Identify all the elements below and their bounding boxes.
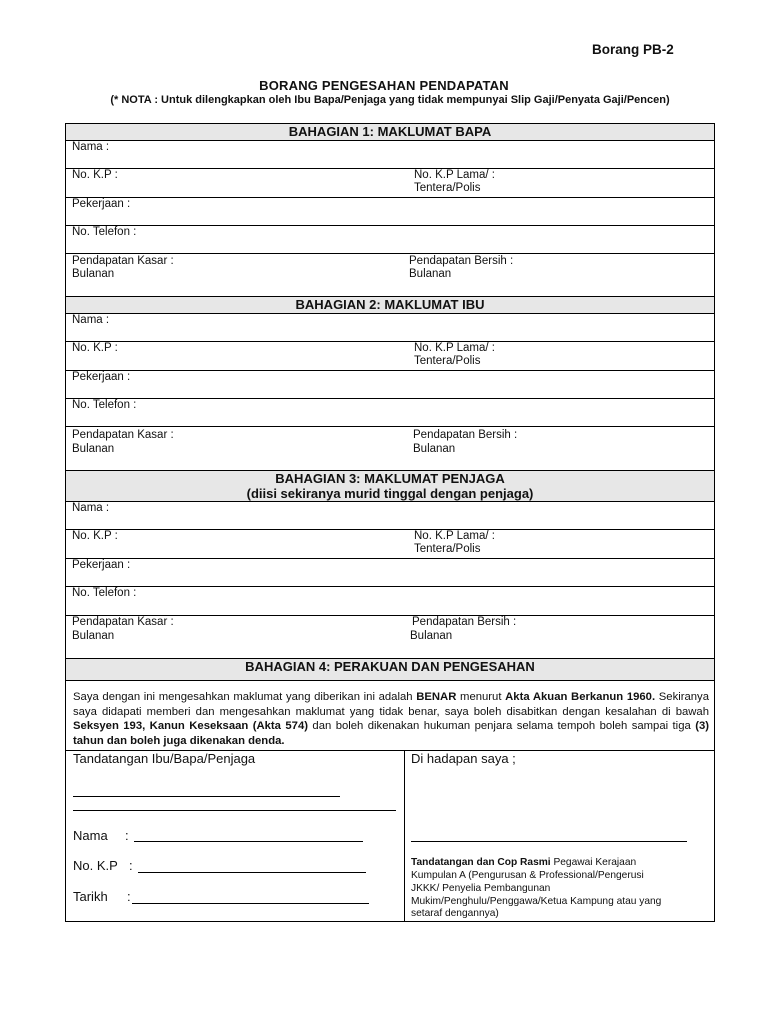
penjaga-pekerjaan-row bbox=[66, 559, 714, 587]
penjaga-kp-label: No. K.P : bbox=[72, 530, 118, 542]
bapa-pendapatan-row bbox=[66, 254, 714, 297]
parent-nama-colon: : bbox=[125, 828, 129, 843]
form-note: (* NOTA : Untuk dilengkapkan oleh Ibu Bapa/Penjaga yang tidak mempunyai Slip Gaji/Penyata Gaji/Pencen) bbox=[110, 94, 670, 106]
parent-tarikh-field[interactable] bbox=[132, 903, 369, 904]
penjaga-bersih-bulanan-label: Bulanan bbox=[410, 630, 453, 642]
ibu-pekerjaan-label: Pekerjaan : bbox=[72, 371, 131, 383]
bapa-nama-label: Nama : bbox=[72, 141, 110, 153]
penjaga-tentera-label: Tentera/Polis bbox=[414, 543, 481, 555]
section-3-title: BAHAGIAN 3: MAKLUMAT PENJAGA bbox=[275, 471, 505, 486]
witness-title: Di hadapan saya ; bbox=[411, 751, 516, 766]
witness-cop-line-4: Mukim/Penghulu/Penggawa/Ketua Kampung atau yang bbox=[411, 896, 662, 907]
section-2-title: BAHAGIAN 2: MAKLUMAT IBU bbox=[295, 297, 485, 312]
section-1-header bbox=[66, 124, 714, 141]
ibu-pekerjaan-row bbox=[66, 371, 714, 399]
ibu-tentera-label: Tentera/Polis bbox=[414, 355, 481, 367]
penjaga-nama-row bbox=[66, 502, 714, 530]
bapa-telefon-row bbox=[66, 226, 714, 254]
bapa-bersih-bulanan-label: Bulanan bbox=[409, 268, 452, 280]
witness-cop-line-1 bbox=[411, 857, 636, 870]
section-3-header bbox=[66, 471, 714, 502]
section-4-header bbox=[66, 659, 714, 681]
parent-tarikh-colon: : bbox=[127, 889, 131, 904]
parent-kp-field[interactable] bbox=[138, 872, 366, 873]
section-2-header bbox=[66, 297, 714, 314]
penjaga-nama-label: Nama : bbox=[72, 502, 110, 514]
form-table bbox=[65, 123, 715, 922]
parent-nama-label: Nama bbox=[73, 828, 108, 843]
bapa-kasar-bulanan-label: Bulanan bbox=[72, 268, 115, 280]
declaration-benar: BENAR bbox=[416, 691, 457, 703]
witness-cop-bold: Tandatangan dan Cop Rasmi bbox=[411, 857, 551, 868]
witness-cop-line-3: JKKK/ Penyelia Pembangunan bbox=[411, 883, 551, 894]
witness-cop-rest: Pegawai Kerajaan bbox=[550, 857, 637, 868]
ibu-kasar-label: Pendapatan Kasar : bbox=[72, 429, 174, 441]
bapa-nama-row bbox=[66, 141, 714, 169]
declaration-penalty: (3) tahun dan boleh juga dikenakan denda. bbox=[73, 720, 709, 747]
parent-nama-field[interactable] bbox=[134, 841, 363, 842]
witness-signature-line[interactable] bbox=[411, 841, 687, 842]
ibu-kp-row bbox=[66, 342, 714, 371]
bapa-kp-row bbox=[66, 169, 714, 198]
signature-column-divider bbox=[404, 751, 405, 922]
penjaga-kp-lama-label: No. K.P Lama/ : bbox=[414, 530, 495, 542]
witness-cop-line-5: setaraf dengannya) bbox=[411, 908, 499, 919]
section-1-title: BAHAGIAN 1: MAKLUMAT BAPA bbox=[288, 124, 492, 139]
ibu-telefon-row bbox=[66, 399, 714, 427]
ibu-bersih-label: Pendapatan Bersih : bbox=[413, 429, 518, 441]
parent-signature-line-2[interactable] bbox=[73, 810, 396, 811]
section-3-subtitle: (diisi sekiranya murid tinggal dengan penjaga) bbox=[246, 486, 534, 501]
declaration-part-1: Saya dengan ini mengesahkan maklumat yang diberikan ini adalah bbox=[73, 691, 417, 703]
ibu-kp-lama-label: No. K.P Lama/ : bbox=[414, 342, 495, 354]
form-code: Borang PB-2 bbox=[592, 42, 674, 57]
declaration-text bbox=[73, 690, 709, 748]
bapa-tentera-label: Tentera/Polis bbox=[414, 182, 481, 194]
declaration-part-2: menurut bbox=[456, 691, 506, 703]
parent-signature-line-1[interactable] bbox=[73, 796, 340, 797]
penjaga-bersih-label: Pendapatan Bersih : bbox=[412, 616, 517, 628]
form-title: BORANG PENGESAHAN PENDAPATAN bbox=[259, 78, 509, 93]
bapa-bersih-label: Pendapatan Bersih : bbox=[409, 255, 514, 267]
bapa-kp-label: No. K.P : bbox=[72, 169, 118, 181]
penjaga-kasar-label: Pendapatan Kasar : bbox=[72, 616, 174, 628]
bapa-kp-lama-label: No. K.P Lama/ : bbox=[414, 169, 495, 181]
penjaga-kasar-bulanan-label: Bulanan bbox=[72, 630, 115, 642]
parent-kp-label: No. K.P bbox=[73, 858, 118, 873]
penjaga-telefon-row bbox=[66, 587, 714, 616]
declaration-part-3: Sekiranya saya didapati memberi dan mengesahkan maklumat yang tidak benar, saya boleh disabitkan dengan kesalahan di bawah bbox=[73, 691, 709, 718]
ibu-pendapatan-row bbox=[66, 427, 714, 471]
bapa-telefon-label: No. Telefon : bbox=[72, 226, 137, 238]
parent-signature-title: Tandatangan Ibu/Bapa/Penjaga bbox=[73, 751, 256, 766]
declaration-part-4: dan boleh dikenakan hukuman penjara selama tempoh boleh sampai tiga bbox=[308, 720, 696, 733]
ibu-kasar-bulanan-label: Bulanan bbox=[72, 443, 115, 455]
penjaga-pendapatan-row bbox=[66, 616, 714, 659]
section-4-title: BAHAGIAN 4: PERAKUAN DAN PENGESAHAN bbox=[245, 659, 535, 674]
penjaga-pekerjaan-label: Pekerjaan : bbox=[72, 559, 131, 571]
declaration-seksyen: Seksyen 193, Kanun Keseksaan (Akta 574) bbox=[73, 720, 308, 733]
ibu-kp-label: No. K.P : bbox=[72, 342, 118, 354]
ibu-telefon-label: No. Telefon : bbox=[72, 399, 137, 411]
declaration-akta-akuan: Akta Akuan Berkanun 1960. bbox=[505, 691, 656, 703]
ibu-nama-label: Nama : bbox=[72, 314, 110, 326]
parent-kp-colon: : bbox=[129, 858, 133, 873]
ibu-bersih-bulanan-label: Bulanan bbox=[413, 443, 456, 455]
bapa-kasar-label: Pendapatan Kasar : bbox=[72, 255, 174, 267]
witness-cop-line-2: Kumpulan A (Pengurusan & Professional/Pengerusi bbox=[411, 870, 644, 881]
penjaga-kp-row bbox=[66, 530, 714, 559]
bapa-pekerjaan-row bbox=[66, 198, 714, 226]
parent-tarikh-label: Tarikh bbox=[73, 889, 108, 904]
bapa-pekerjaan-label: Pekerjaan : bbox=[72, 198, 131, 210]
penjaga-telefon-label: No. Telefon : bbox=[72, 587, 137, 599]
ibu-nama-row bbox=[66, 314, 714, 342]
